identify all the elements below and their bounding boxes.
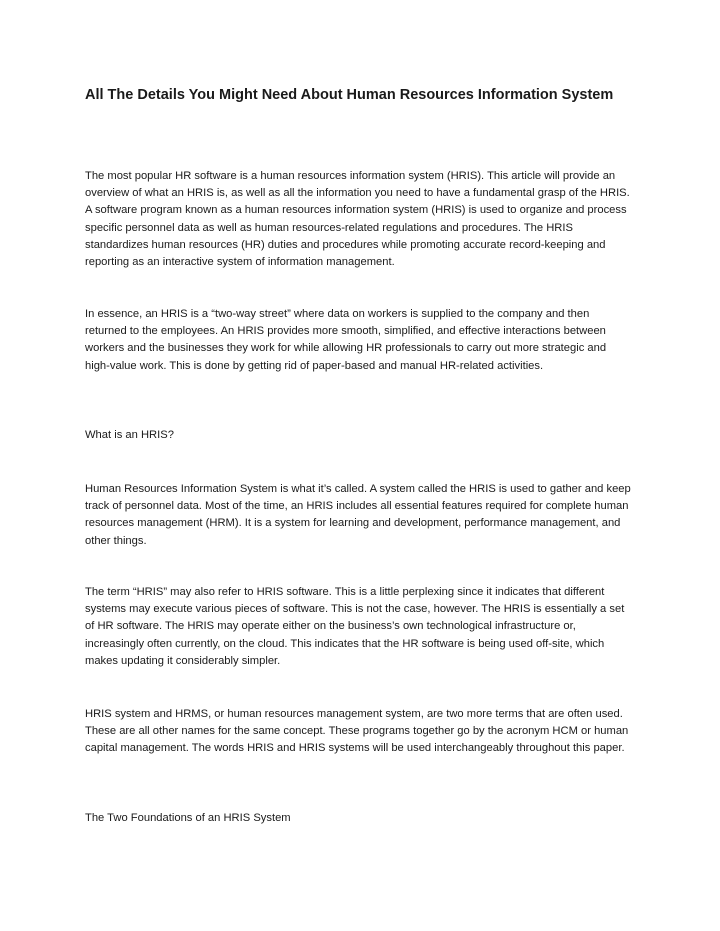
- paragraph-hrms-terms: HRIS system and HRMS, or human resources management system, are two more terms that are often used. These are all other names for the same concept. These programs together go by the acronym HCM or human capital management. The words HRIS and HRIS systems will be used interchangeably throughout this paper.: [85, 708, 629, 755]
- section-heading-what-is-hris: What is an HRIS?: [85, 429, 174, 441]
- page-title: All The Details You Might Need About Human Resources Information System: [85, 87, 614, 103]
- paragraph-hris-software: The term “HRIS” may also refer to HRIS software. This is a little perplexing since it indicates that different systems may execute various pieces of software. This is not the case, however. The HRIS is essentially a set of HR software. The HRIS may operate either on the business’s own technological infrastructure or, increasingly often currently, on the cloud. This indicates that the HR software is being used off-site, which makes updating it considerably simpler.: [85, 586, 625, 667]
- paragraph-two-way-street: In essence, an HRIS is a “two-way street” where data on workers is supplied to the company and then returned to the employees. An HRIS provides more smooth, simplified, and effective interactions between workers and the businesses they work for while allowing HR professionals to carry out more strategic and high-value work. This is done by getting rid of paper-based and manual HR-related activities.: [85, 308, 607, 372]
- paragraph-definition: Human Resources Information System is what it’s called. A system called the HRIS is used to gather and keep track of personnel data. Most of the time, an HRIS includes all essential features required for complete human resources management (HRM). It is a system for learning and development, performance management, and other things.: [85, 483, 631, 547]
- section-heading-two-foundations: The Two Foundations of an HRIS System: [85, 812, 291, 824]
- paragraph-intro: The most popular HR software is a human resources information system (HRIS). This article will provide an overview of what an HRIS is, as well as all the information you need to have a fundamental grasp of the HRIS. A software program known as a human resources information system (HRIS) is used to organize and process specific personnel data as well as human resources-related regulations and procedures. The HRIS standardizes human resources (HR) duties and procedures while promoting accurate record-keeping and reporting as an interactive system of information management.: [85, 170, 630, 269]
